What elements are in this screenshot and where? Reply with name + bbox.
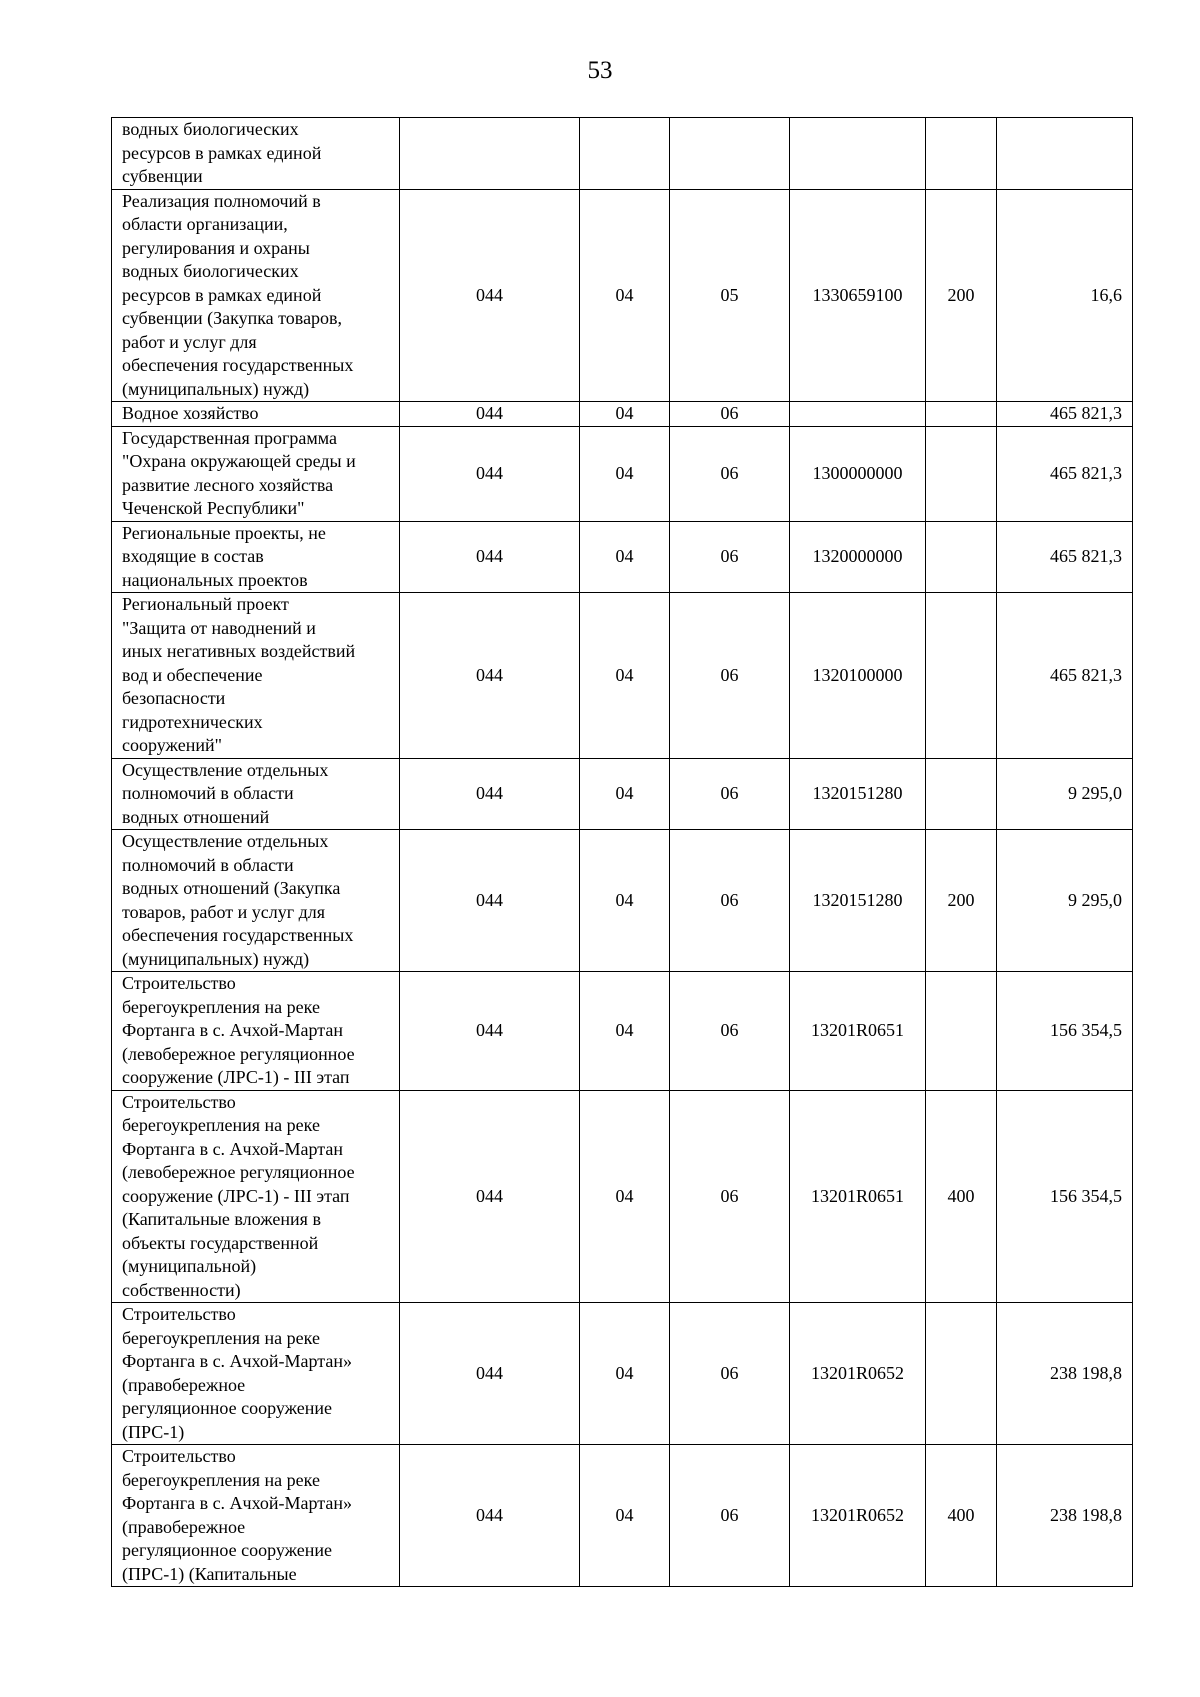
table-row <box>112 521 1133 593</box>
section-code-cell: 04 <box>580 521 670 593</box>
section-code-cell: 04 <box>580 1090 670 1303</box>
section-code-cell: 04 <box>580 593 670 759</box>
grbs-code-cell: 044 <box>400 1303 580 1445</box>
grbs-code-cell: 044 <box>400 521 580 593</box>
grbs-code-cell <box>400 118 580 190</box>
amount-cell: 238 198,8 <box>997 1303 1133 1445</box>
target-article-code-cell: 13201R0651 <box>790 972 926 1091</box>
grbs-code-cell: 044 <box>400 972 580 1091</box>
target-article-code-cell: 13201R0652 <box>790 1303 926 1445</box>
table-row <box>112 1445 1133 1587</box>
subsection-code-cell: 06 <box>670 1090 790 1303</box>
table-row <box>112 593 1133 759</box>
section-code-cell: 04 <box>580 972 670 1091</box>
amount-cell: 465 821,3 <box>997 521 1133 593</box>
budget-table <box>111 117 1133 1587</box>
amount-cell: 156 354,5 <box>997 1090 1133 1303</box>
section-code-cell: 04 <box>580 426 670 521</box>
section-code-cell: 04 <box>580 830 670 972</box>
grbs-code-cell: 044 <box>400 1090 580 1303</box>
item-name-cell: Реализация полномочий в области организации, регулирования и охраны водных биологических ресурсов в рамках единой субвенции (Закупка товаров, работ и услуг для обеспечения государственных (муниципальных) нужд) <box>112 189 400 402</box>
table-row <box>112 1090 1133 1303</box>
expense-type-code-cell <box>926 593 997 759</box>
expense-type-code-cell: 400 <box>926 1445 997 1587</box>
item-name-cell: Строительство берегоукрепления на реке Фортанга в с. Ачхой-Мартан (левобережное регуляционное сооружение (ЛРС-1) - III этап (Капитальные вложения в объекты государственной (муниципальной) собственности) <box>112 1090 400 1303</box>
table-row <box>112 1303 1133 1445</box>
item-name-cell: Региональный проект "Защита от наводнений и иных негативных воздействий вод и обеспечение безопасности гидротехнических сооружений" <box>112 593 400 759</box>
expense-type-code-cell <box>926 426 997 521</box>
amount-cell: 465 821,3 <box>997 402 1133 427</box>
grbs-code-cell: 044 <box>400 426 580 521</box>
grbs-code-cell: 044 <box>400 830 580 972</box>
grbs-code-cell: 044 <box>400 1445 580 1587</box>
expense-type-code-cell <box>926 972 997 1091</box>
subsection-code-cell: 05 <box>670 189 790 402</box>
expense-type-code-cell <box>926 521 997 593</box>
grbs-code-cell: 044 <box>400 189 580 402</box>
section-code-cell: 04 <box>580 189 670 402</box>
target-article-code-cell: 1300000000 <box>790 426 926 521</box>
table-row <box>112 972 1133 1091</box>
section-code-cell: 04 <box>580 402 670 427</box>
amount-cell: 16,6 <box>997 189 1133 402</box>
subsection-code-cell: 06 <box>670 830 790 972</box>
item-name-cell: водных биологических ресурсов в рамках единой субвенции <box>112 118 400 190</box>
expense-type-code-cell <box>926 1303 997 1445</box>
subsection-code-cell <box>670 118 790 190</box>
expense-type-code-cell <box>926 118 997 190</box>
target-article-code-cell: 1320151280 <box>790 830 926 972</box>
section-code-cell: 04 <box>580 1303 670 1445</box>
subsection-code-cell: 06 <box>670 972 790 1091</box>
expense-type-code-cell: 400 <box>926 1090 997 1303</box>
section-code-cell: 04 <box>580 1445 670 1587</box>
amount-cell <box>997 118 1133 190</box>
item-name-cell: Осуществление отдельных полномочий в области водных отношений <box>112 758 400 830</box>
expense-type-code-cell <box>926 758 997 830</box>
amount-cell: 465 821,3 <box>997 593 1133 759</box>
table-row <box>112 426 1133 521</box>
subsection-code-cell: 06 <box>670 426 790 521</box>
item-name-cell: Строительство берегоукрепления на реке Фортанга в с. Ачхой-Мартан (левобережное регуляционное сооружение (ЛРС-1) - III этап <box>112 972 400 1091</box>
expense-type-code-cell: 200 <box>926 189 997 402</box>
target-article-code-cell <box>790 118 926 190</box>
expense-type-code-cell: 200 <box>926 830 997 972</box>
grbs-code-cell: 044 <box>400 593 580 759</box>
item-name-cell: Строительство берегоукрепления на реке Фортанга в с. Ачхой-Мартан» (правобережное регуляционное сооружение (ПРС-1) <box>112 1303 400 1445</box>
table-body <box>112 118 1133 1587</box>
subsection-code-cell: 06 <box>670 402 790 427</box>
target-article-code-cell: 1320151280 <box>790 758 926 830</box>
subsection-code-cell: 06 <box>670 1445 790 1587</box>
target-article-code-cell: 1330659100 <box>790 189 926 402</box>
item-name-cell: Осуществление отдельных полномочий в области водных отношений (Закупка товаров, работ и услуг для обеспечения государственных (муниципальных) нужд) <box>112 830 400 972</box>
table-row <box>112 189 1133 402</box>
table-row <box>112 758 1133 830</box>
subsection-code-cell: 06 <box>670 593 790 759</box>
section-code-cell: 04 <box>580 758 670 830</box>
table-row <box>112 402 1133 427</box>
target-article-code-cell: 13201R0651 <box>790 1090 926 1303</box>
amount-cell: 238 198,8 <box>997 1445 1133 1587</box>
grbs-code-cell: 044 <box>400 402 580 427</box>
target-article-code-cell <box>790 402 926 427</box>
item-name-cell: Региональные проекты, не входящие в состав национальных проектов <box>112 521 400 593</box>
target-article-code-cell: 13201R0652 <box>790 1445 926 1587</box>
section-code-cell <box>580 118 670 190</box>
amount-cell: 9 295,0 <box>997 758 1133 830</box>
target-article-code-cell: 1320100000 <box>790 593 926 759</box>
grbs-code-cell: 044 <box>400 758 580 830</box>
table-row <box>112 830 1133 972</box>
amount-cell: 156 354,5 <box>997 972 1133 1091</box>
item-name-cell: Государственная программа "Охрана окружающей среды и развитие лесного хозяйства Чеченской Республики" <box>112 426 400 521</box>
item-name-cell: Водное хозяйство <box>112 402 400 427</box>
expense-type-code-cell <box>926 402 997 427</box>
subsection-code-cell: 06 <box>670 1303 790 1445</box>
page-number: 53 <box>587 57 613 84</box>
subsection-code-cell: 06 <box>670 521 790 593</box>
subsection-code-cell: 06 <box>670 758 790 830</box>
amount-cell: 9 295,0 <box>997 830 1133 972</box>
table-row <box>112 118 1133 190</box>
item-name-cell: Строительство берегоукрепления на реке Фортанга в с. Ачхой-Мартан» (правобережное регуляционное сооружение (ПРС-1) (Капитальные <box>112 1445 400 1587</box>
target-article-code-cell: 1320000000 <box>790 521 926 593</box>
amount-cell: 465 821,3 <box>997 426 1133 521</box>
